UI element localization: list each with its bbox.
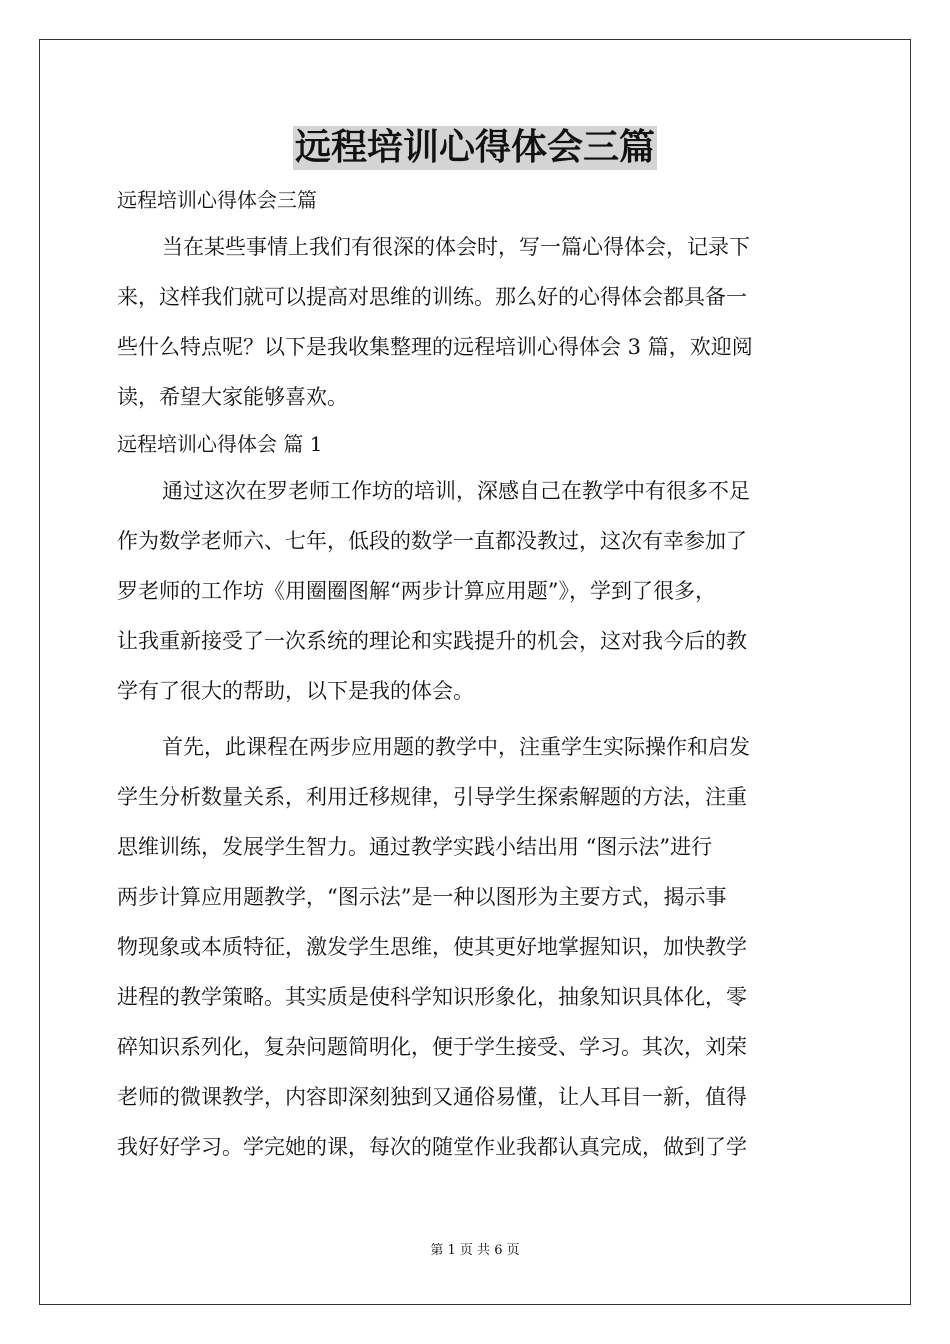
document-title: 远程培训心得体会三篇 [294, 127, 655, 168]
paragraph2-line: 我好好学习。学完她的课，每次的随堂作业我都认真完成，做到了学 [117, 1135, 747, 1159]
intro-line: 当在某些事情上我们有很深的体会时，写一篇心得体会，记录下 [162, 235, 750, 259]
intro-line: 读，希望大家能够喜欢。 [117, 385, 348, 409]
page-footer: 第 1 页 共 6 页 [430, 1243, 520, 1258]
paragraph2-line: 碎知识系列化，复杂问题简明化，便于学生接受、学习。其次，刘荣 [117, 1035, 747, 1059]
paragraph2-line: 物现象或本质特征，激发学生思维，使其更好地掌握知识，加快教学 [117, 935, 747, 959]
intro-line: 些什么特点呢？以下是我收集整理的远程培训心得体会 3 篇，欢迎阅 [117, 335, 753, 359]
paragraph2-line: 老师的微课教学，内容即深刻独到又通俗易懂，让人耳目一新，值得 [117, 1085, 747, 1109]
paragraph1-line: 罗老师的工作坊《用圈圈图解“两步计算应用题”》，学到了很多， [117, 579, 716, 603]
paragraph1-line: 通过这次在罗老师工作坊的培训，深感自己在教学中有很多不足 [162, 479, 750, 503]
intro-line: 来，这样我们就可以提高对思维的训练。那么好的心得体会都具备一 [117, 285, 747, 309]
document-body [117, 178, 837, 1172]
paragraph1-line: 作为数学老师六、七年，低段的数学一直都没教过，这次有幸参加了 [117, 529, 747, 553]
paragraph1-line: 学有了很大的帮助，以下是我的体会。 [117, 679, 474, 703]
paragraph2-line: 进程的教学策略。其实质是使科学知识形象化，抽象知识具体化，零 [117, 985, 747, 1009]
paragraph2-line: 两步计算应用题教学，“图示法”是一种以图形为主要方式，揭示事 [117, 885, 727, 909]
paragraph2-line: 思维训练，发展学生智力。通过教学实践小结出用 “图示法”进行 [117, 835, 713, 859]
section-heading: 远程培训心得体会 篇 1 [117, 432, 323, 456]
paragraph1-line: 让我重新接受了一次系统的理论和实践提升的机会，这对我今后的教 [117, 629, 747, 653]
subtitle: 远程培训心得体会三篇 [117, 188, 317, 212]
paragraph2-line: 首先，此课程在两步应用题的教学中，注重学生实际操作和启发 [162, 735, 750, 759]
paragraph2-line: 学生分析数量关系，利用迁移规律，引导学生探索解题的方法，注重 [117, 785, 747, 809]
title-container [0, 126, 950, 170]
